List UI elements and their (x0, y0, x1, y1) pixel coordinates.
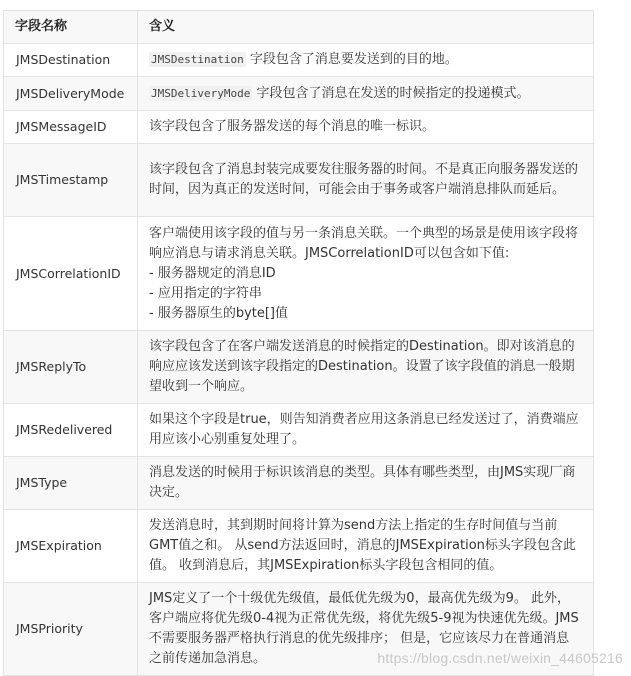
watermark-url: https://blog.csdn.net/weixin_44605216 (377, 650, 623, 666)
list-item: - 服务器原生的byte[]值 (149, 305, 289, 321)
table-row (4, 457, 594, 510)
field-name-cell: JMSExpiration (4, 510, 138, 583)
field-name-cell: JMSCorrelationID (4, 217, 138, 331)
field-desc-cell: 消息发送的时候用于标识该消息的类型。具体有哪些类型，由JMS实现厂商决定。 (138, 457, 594, 510)
field-desc-cell (138, 217, 594, 331)
header-meaning: 含义 (138, 11, 594, 44)
inline-code: JMSDeliveryMode (151, 86, 251, 100)
table-header-row (4, 11, 594, 44)
table-row (4, 77, 594, 111)
field-name-cell: JMSReplyTo (4, 331, 138, 404)
table-row (4, 217, 594, 331)
field-name-cell: JMSMessageID (4, 111, 138, 144)
field-name-cell: JMSPriority (4, 583, 138, 676)
field-desc-cell: 该字段包含了消息封装完成要发往服务器的时间。不是真正向服务器发送的时间，因为真正的发送时间，可能会由于事务或客户端消息排队而延后。 (138, 144, 594, 217)
inline-code: JMSDestination (151, 53, 244, 66)
field-desc-cell (138, 44, 594, 77)
table-row (4, 404, 594, 457)
header-field-name: 字段名称 (4, 11, 138, 44)
field-name-cell: JMSRedelivered (4, 404, 138, 457)
table-row (4, 111, 594, 144)
table-row (4, 510, 594, 583)
list-item: - 服务器规定的消息ID (149, 265, 276, 281)
field-name-cell: JMSType (4, 457, 138, 510)
field-desc-cell: JMS定义了一个十级优先级值，最低优先级为0，最高优先级为9。 此外，客户端应将优先级0-4视为正常优先级，将优先级5-9视为快速优先级。JMS不需要服务器严格执行消息的优先级排序； 但是，它应该尽力在普通消息之前传递加急消息。 (138, 583, 594, 676)
list-item: - 应用指定的字符串 (149, 285, 262, 301)
field-name-cell: JMSDeliveryMode (4, 77, 138, 111)
field-desc-cell: 该字段包含了在客户端发送消息的时候指定的Destination。即对该消息的响应应该发送到该字段指定的Destination。设置了该字段值的消息一般期望收到一个响应。 (138, 331, 594, 404)
field-desc-cell: 该字段包含了服务器发送的每个消息的唯一标识。 (138, 111, 594, 144)
field-name-cell: JMSTimestamp (4, 144, 138, 217)
field-desc-text: 客户端使用该字段的值与另一条消息关联。一个典型的场景是使用该字段将响应消息与请求消息关联。JMSCorrelationID可以包含如下值: (149, 225, 579, 261)
table-row (4, 144, 594, 217)
jms-header-fields-table (3, 10, 593, 676)
field-desc-text: 字段包含了消息在发送的时候指定的投递模式。 (256, 85, 530, 101)
table-row (4, 331, 594, 404)
field-desc-text: 字段包含了消息要发送到的目的地。 (249, 52, 458, 67)
table-row (4, 44, 594, 77)
field-desc-cell: 如果这个字段是true，则告知消费者应用这条消息已经发送过了，消费端应用应该小心别重复处理了。 (138, 404, 594, 457)
fields-table (3, 10, 594, 676)
field-name-cell: JMSDestination (4, 44, 138, 77)
field-desc-cell (138, 77, 594, 111)
field-desc-cell: 发送消息时，其到期时间将计算为send方法上指定的生存时间值与当前GMT值之和。 从send方法返回时，消息的JMSExpiration标头字段包含此值。 收到消息后，其JMSExpiration标头字段包含相同的值。 (138, 510, 594, 583)
